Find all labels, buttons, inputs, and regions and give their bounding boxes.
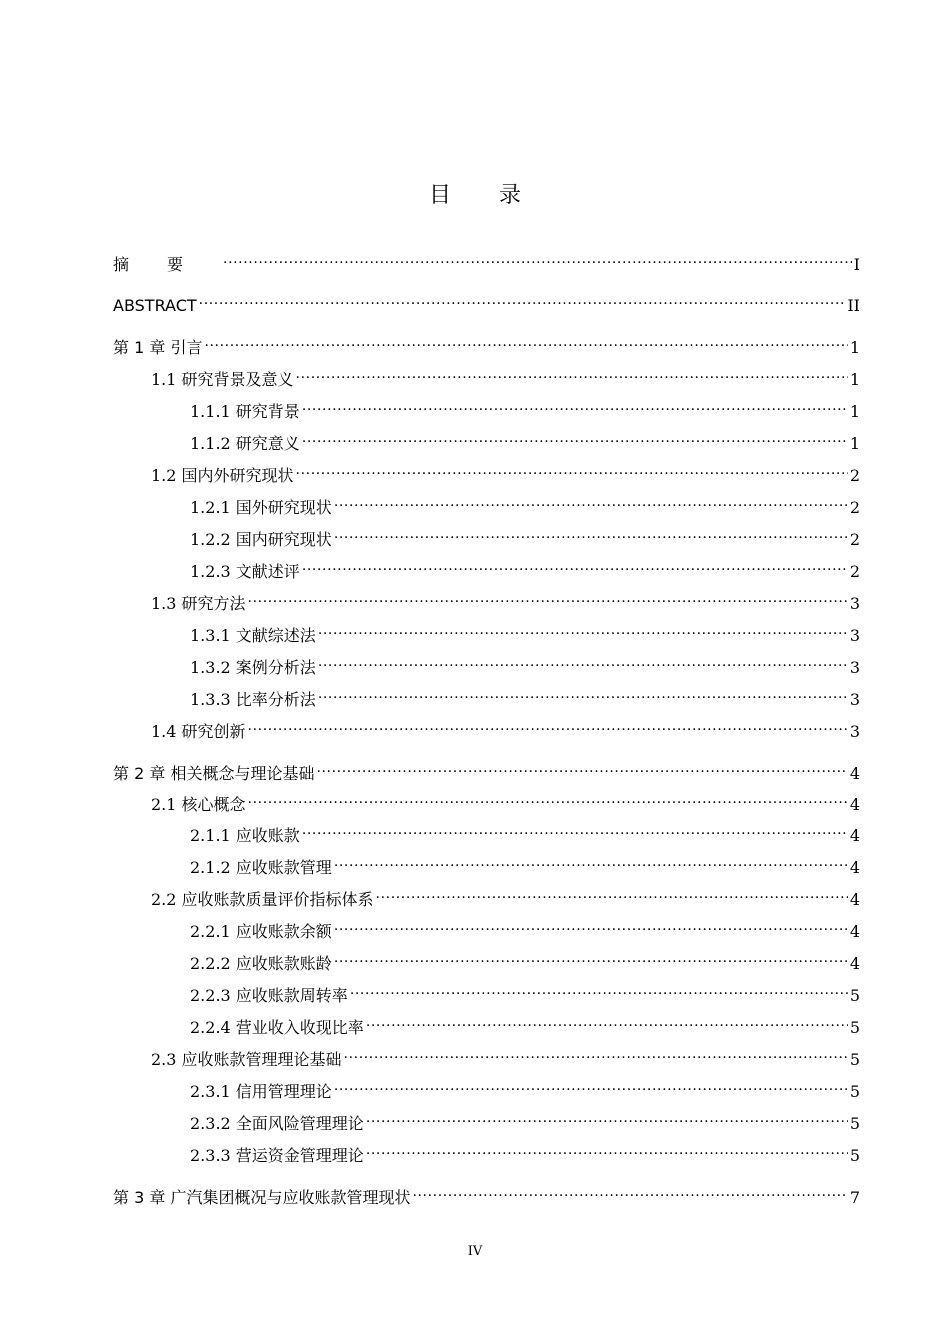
- toc-entry-label: 2.2 应收账款质量评价指标体系: [151, 890, 374, 909]
- toc-entry-label: 1.2.1 国外研究现状: [190, 498, 332, 517]
- toc-entry-page: 5: [849, 1146, 860, 1165]
- toc-entry-page: 2: [849, 498, 860, 517]
- page-title: 目录: [428, 183, 569, 208]
- toc-entry-label: 第 1 章 引言: [113, 338, 203, 357]
- toc-entry-label: 1.1.2 研究意义: [190, 434, 300, 453]
- toc-entry-page: 4: [849, 764, 860, 783]
- toc-entry[interactable]: [113, 329, 860, 357]
- toc-entry-label: ABSTRACT: [113, 296, 197, 315]
- toc-entry[interactable]: [113, 553, 860, 581]
- toc-entry-label: 2.3.2 全面风险管理理论: [190, 1114, 364, 1133]
- toc-entry-label: 2.1.2 应收账款管理: [190, 858, 332, 877]
- toc-dot-leader: [302, 553, 848, 577]
- toc-dot-leader: [204, 329, 847, 353]
- toc-entry[interactable]: [113, 246, 860, 274]
- toc-entry-label: 2.1.1 应收账款: [190, 826, 300, 845]
- toc-entry[interactable]: [113, 1137, 860, 1165]
- toc-entry-page: 2: [849, 466, 860, 485]
- toc-entry[interactable]: [113, 521, 860, 549]
- toc-entry-label: 2.2.1 应收账款余额: [190, 922, 332, 941]
- toc-dot-leader: [318, 681, 848, 705]
- toc-entry-page: 4: [849, 890, 860, 909]
- toc-entry-label: 1.1.1 研究背景: [190, 402, 300, 421]
- toc-entry-label: 1.2 国内外研究现状: [151, 466, 294, 485]
- toc-entry[interactable]: [113, 1179, 860, 1207]
- toc-entry-page: I: [853, 255, 860, 274]
- toc-entry-label: 2.2.4 营业收入收现比率: [190, 1018, 364, 1037]
- toc-dot-leader: [248, 585, 848, 609]
- toc-dot-leader: [199, 287, 846, 311]
- toc-entry-label: 1.2.3 文献述评: [190, 562, 300, 581]
- toc-dot-leader: [334, 1073, 848, 1097]
- toc-dot-leader: [412, 1179, 847, 1203]
- toc-entry[interactable]: [113, 1105, 860, 1133]
- toc-entry-page: 4: [849, 954, 860, 973]
- toc-entry-page: 1: [849, 402, 860, 421]
- toc-entry[interactable]: [113, 755, 860, 783]
- toc-entry-label: 摘要: [113, 255, 222, 274]
- toc-dot-leader: [248, 786, 848, 810]
- toc-entry-label: 1.3 研究方法: [151, 594, 246, 613]
- toc-dot-leader: [344, 1041, 848, 1065]
- toc-entry-page: 7: [849, 1188, 860, 1207]
- toc-entry-page: 2: [849, 562, 860, 581]
- toc-entry-label: 第 2 章 相关概念与理论基础: [113, 764, 315, 783]
- toc-dot-leader: [334, 849, 848, 873]
- toc-entry-label: 2.2.3 应收账款周转率: [190, 986, 348, 1005]
- toc-dot-leader: [316, 755, 847, 779]
- toc-dot-leader: [302, 817, 848, 841]
- toc-entry[interactable]: [113, 913, 860, 941]
- toc-entry-page: 5: [849, 1050, 860, 1069]
- toc-entry-page: 5: [849, 1082, 860, 1101]
- toc-entry-label: 2.2.2 应收账款账龄: [190, 954, 332, 973]
- toc-entry-page: II: [847, 296, 860, 315]
- toc-entry[interactable]: [113, 817, 860, 845]
- toc-entry-label: 2.3 应收账款管理理论基础: [151, 1050, 342, 1069]
- toc-entry-page: 5: [849, 1018, 860, 1037]
- toc-entry[interactable]: [113, 361, 860, 389]
- toc-dot-leader: [334, 945, 848, 969]
- toc-entry-label: 1.3.3 比率分析法: [190, 690, 316, 709]
- toc-entry[interactable]: [113, 977, 860, 1005]
- toc-entry-label: 1.3.1 文献综述法: [190, 626, 316, 645]
- toc-entry-page: 2: [849, 530, 860, 549]
- toc-dot-leader: [248, 713, 848, 737]
- toc-dot-leader: [334, 521, 848, 545]
- toc-entry[interactable]: [113, 881, 860, 909]
- toc-entry[interactable]: [113, 713, 860, 741]
- toc-dot-leader: [318, 649, 848, 673]
- toc-entry[interactable]: [113, 681, 860, 709]
- toc-entry[interactable]: [113, 457, 860, 485]
- toc-entry[interactable]: [113, 585, 860, 613]
- toc-entry[interactable]: [113, 1073, 860, 1101]
- toc-entry-page: 5: [849, 986, 860, 1005]
- toc-entry[interactable]: [113, 649, 860, 677]
- toc-dot-leader: [366, 1137, 848, 1161]
- toc-entry-label: 1.4 研究创新: [151, 722, 246, 741]
- toc-dot-leader: [302, 425, 848, 449]
- toc-entry-page: 3: [849, 658, 860, 677]
- toc-entry[interactable]: [113, 849, 860, 877]
- toc-dot-leader: [296, 361, 848, 385]
- toc-dot-leader: [296, 457, 848, 481]
- toc-entry-label: 1.2.2 国内研究现状: [190, 530, 332, 549]
- toc-entry-page: 3: [849, 594, 860, 613]
- toc-entry-page: 1: [849, 338, 860, 357]
- toc-entry-page: 1: [849, 434, 860, 453]
- toc-dot-leader: [366, 1009, 848, 1033]
- toc-entry-page: 3: [849, 722, 860, 741]
- toc-dot-leader: [302, 393, 848, 417]
- toc-entry-label: 2.1 核心概念: [151, 795, 246, 814]
- toc-entry[interactable]: [113, 945, 860, 973]
- toc-entry-label: 2.3.1 信用管理理论: [190, 1082, 332, 1101]
- toc-entry[interactable]: [113, 425, 860, 453]
- toc-entry-page: 4: [849, 826, 860, 845]
- toc-entry-page: 5: [849, 1114, 860, 1133]
- toc-dot-leader: [334, 913, 848, 937]
- toc-entry-label: 第 3 章 广汽集团概况与应收账款管理现状: [113, 1188, 411, 1207]
- toc-dot-leader: [223, 246, 852, 270]
- toc-entry[interactable]: [113, 786, 860, 814]
- toc-entry-page: 4: [849, 858, 860, 877]
- toc-entry-label: 1.3.2 案例分析法: [190, 658, 316, 677]
- toc-dot-leader: [334, 489, 848, 513]
- page-number: IV: [467, 1244, 483, 1259]
- toc-entry[interactable]: [113, 1009, 860, 1037]
- toc-entry[interactable]: [113, 393, 860, 421]
- toc-entry-page: 4: [849, 795, 860, 814]
- toc-entry-page: 1: [849, 370, 860, 389]
- toc-dot-leader: [318, 617, 848, 641]
- toc-dot-leader: [350, 977, 848, 1001]
- toc-entry-label: 2.3.3 营运资金管理理论: [190, 1146, 364, 1165]
- toc-entry-label: 1.1 研究背景及意义: [151, 370, 294, 389]
- toc-entry[interactable]: [113, 617, 860, 645]
- toc-entry-page: 3: [849, 690, 860, 709]
- toc-entry[interactable]: [113, 489, 860, 517]
- toc-dot-leader: [376, 881, 848, 905]
- toc-entry-page: 3: [849, 626, 860, 645]
- toc-entry[interactable]: [113, 287, 860, 315]
- toc-entry[interactable]: [113, 1041, 860, 1069]
- toc-entry-page: 4: [849, 922, 860, 941]
- toc-dot-leader: [366, 1105, 848, 1129]
